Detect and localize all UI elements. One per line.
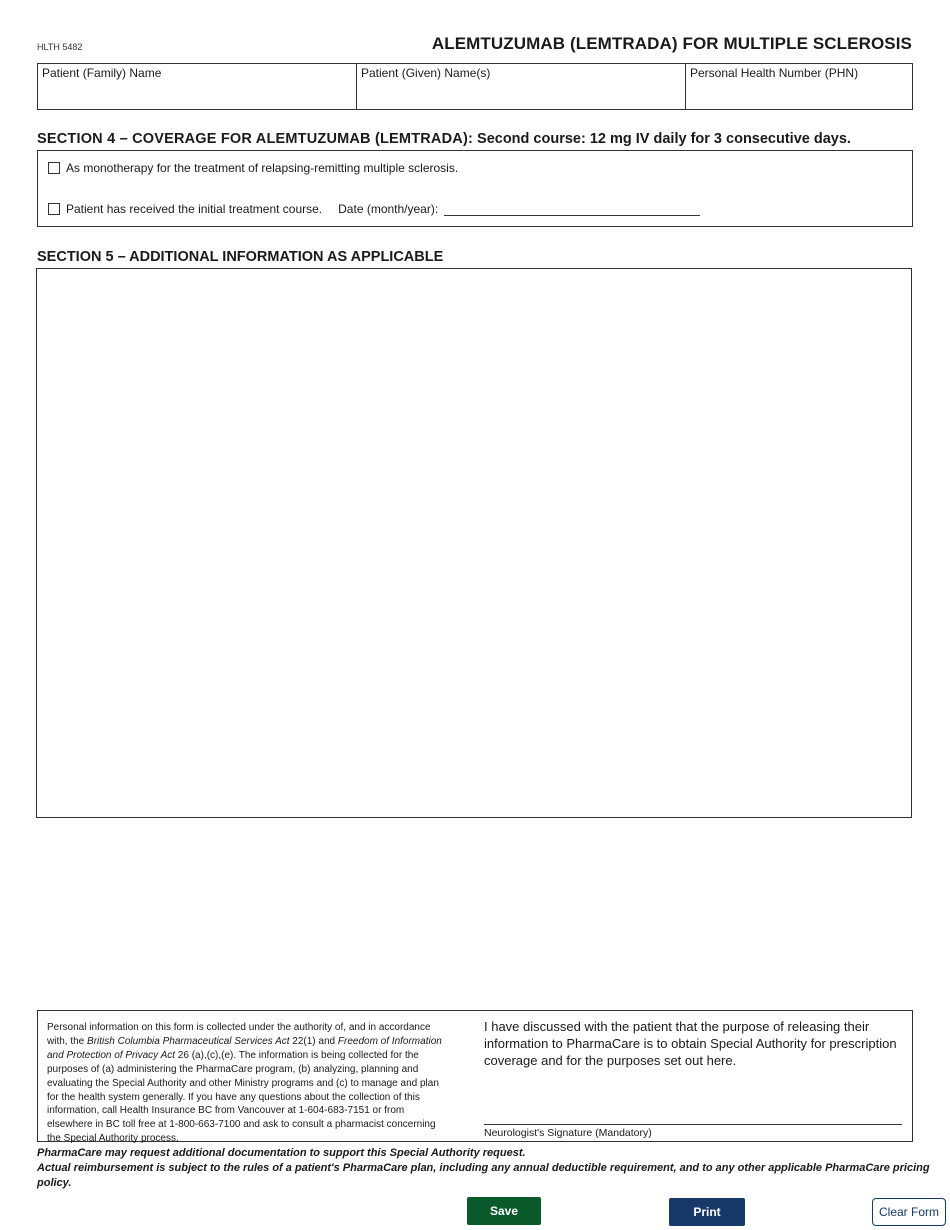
print-button[interactable]: Print bbox=[669, 1198, 745, 1226]
privacy-consent-box bbox=[37, 1010, 913, 1145]
monotherapy-checkbox[interactable] bbox=[48, 162, 60, 174]
patient-family-name-label: Patient (Family) Name bbox=[42, 66, 162, 80]
date-input-line[interactable] bbox=[444, 203, 700, 216]
privacy-act-2: Freedom of Information and Protection of Privacy Act bbox=[47, 1035, 442, 1061]
privacy-statement bbox=[47, 1021, 451, 1146]
additional-info-box bbox=[36, 268, 912, 818]
signature-label: Neurologist's Signature (Mandatory) bbox=[484, 1127, 652, 1139]
phn-cell bbox=[686, 64, 912, 109]
patient-info-box bbox=[37, 63, 913, 110]
save-button[interactable]: Save bbox=[467, 1197, 541, 1225]
initial-course-checkbox[interactable] bbox=[48, 203, 60, 215]
privacy-text-3: 26 (a),(c),(e). The information is being collected for the purposes of (a) administering the PharmaCare program, (b) analyzing, planning and evaluating the Special Authority and other Ministry programs and (c) to manage and plan for the health system generally. If you have any questions about the collection of this information, call Health Insurance BC from Vancouver at 1-604-683-7151 or from elsewhere in BC toll free at 1-800-663-7100 and ask to consult a pharmacist concerning the Special Authority process. bbox=[47, 1049, 439, 1145]
form-title: ALEMTUZUMAB (LEMTRADA) FOR MULTIPLE SCLEROSIS bbox=[431, 34, 912, 53]
footnote-documentation: PharmaCare may request additional documentation to support this Special Authority request. bbox=[37, 1147, 526, 1159]
patient-given-name-label: Patient (Given) Name(s) bbox=[361, 66, 491, 80]
section4-title-dosing: Second course: 12 mg IV daily for 3 consecutive days. bbox=[473, 131, 851, 147]
signature-line bbox=[484, 1124, 902, 1125]
date-label: Date (month/year): bbox=[338, 202, 439, 216]
initial-course-option bbox=[48, 202, 700, 216]
patient-given-name-cell bbox=[357, 64, 686, 109]
patient-family-name-input[interactable] bbox=[42, 85, 352, 105]
monotherapy-option bbox=[48, 161, 458, 175]
section4-title-heading: SECTION 4 – COVERAGE FOR ALEMTUZUMAB (LEMTRADA): bbox=[37, 131, 473, 147]
section5-title: SECTION 5 – ADDITIONAL INFORMATION AS APPLICABLE bbox=[37, 249, 444, 265]
privacy-act-1: British Columbia Pharmaceutical Services Act bbox=[87, 1035, 290, 1047]
phn-label: Personal Health Number (PHN) bbox=[690, 66, 859, 80]
footnotes bbox=[37, 1146, 950, 1191]
patient-given-name-input[interactable] bbox=[361, 85, 681, 105]
phn-input[interactable] bbox=[690, 85, 908, 105]
privacy-text-1: Personal information on this form is collected under the authority of, and in accordance with, the bbox=[47, 1022, 431, 1047]
additional-info-textarea[interactable] bbox=[37, 269, 911, 817]
section4-box bbox=[37, 150, 913, 227]
form-code: HLTH 5482 bbox=[37, 42, 83, 52]
privacy-text-2: 22(1) and bbox=[289, 1035, 338, 1047]
clear-form-button[interactable]: Clear Form bbox=[872, 1198, 946, 1226]
section4-title bbox=[37, 131, 851, 147]
footnote-reimbursement: Actual reimbursement is subject to the rules of a patient's PharmaCare plan, including any annual deductible requirement, and to any other applicable PharmaCare pricing policy. bbox=[37, 1162, 930, 1189]
monotherapy-label: As monotherapy for the treatment of relapsing-remitting multiple sclerosis. bbox=[66, 161, 459, 175]
initial-course-label: Patient has received the initial treatment course. bbox=[66, 202, 323, 216]
patient-family-name-cell bbox=[38, 64, 357, 109]
consent-statement: I have discussed with the patient that the purpose of releasing their information to PharmaCare is to obtain Special Authority for prescription coverage and for the purposes set out here. bbox=[484, 1019, 897, 1068]
